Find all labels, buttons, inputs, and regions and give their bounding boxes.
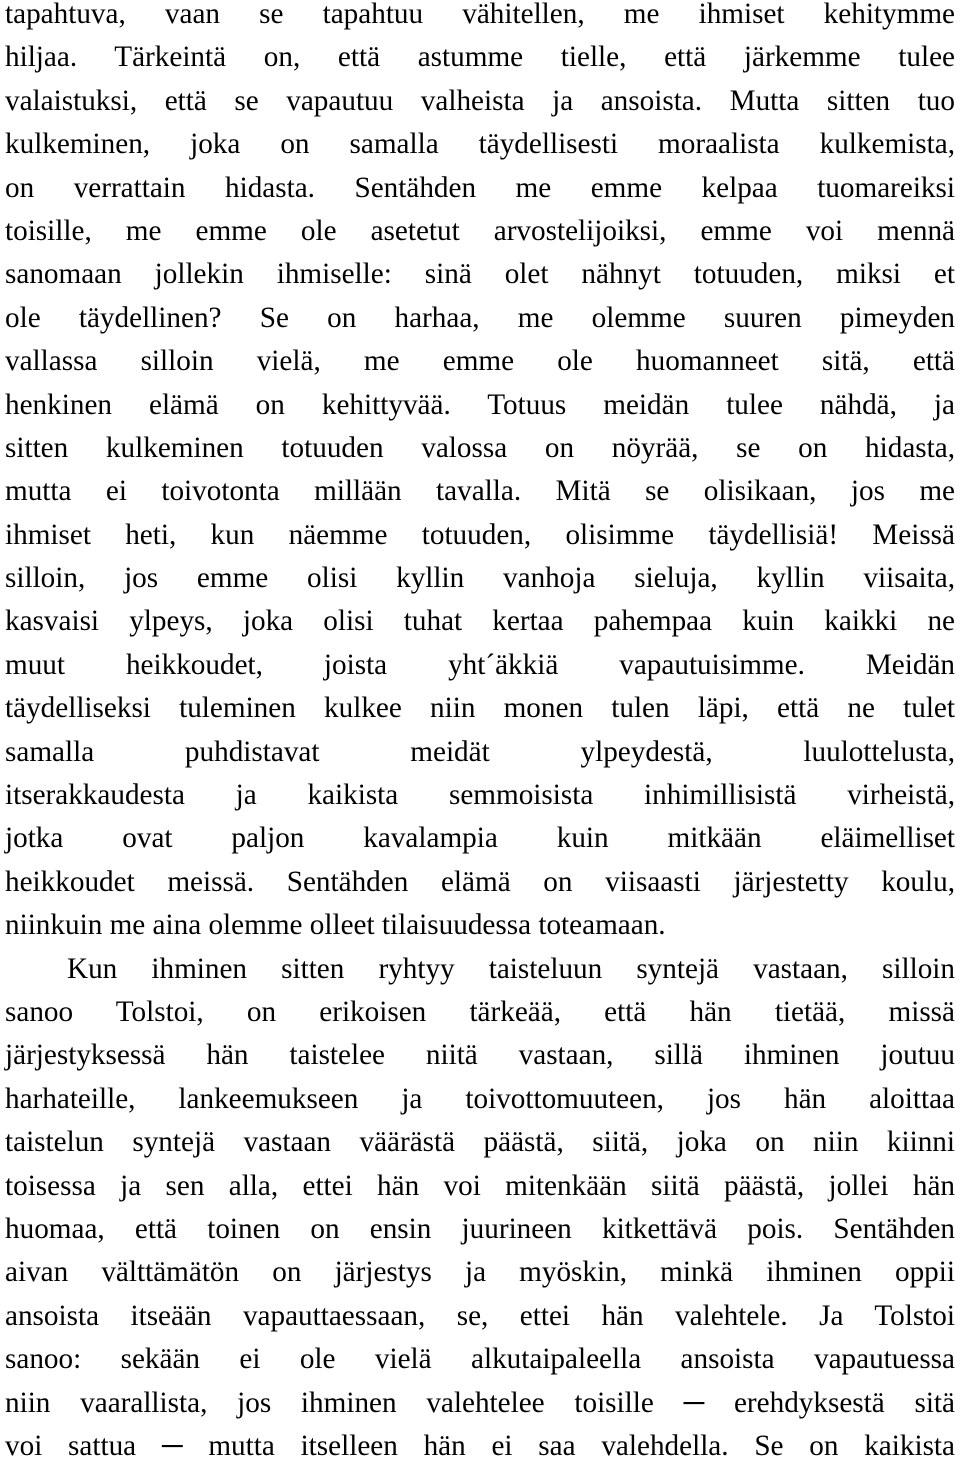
text-line: samalla puhdistavat meidät ylpeydestä, luulottelusta,: [5, 735, 955, 768]
text-line: kulkeminen, joka on samalla täydellisesti moraalista kulkemista,: [5, 128, 955, 161]
text-line: kasvaisi ylpeys, joka olisi tuhat kertaa pahempaa kuin kaikki ne: [5, 605, 955, 638]
text-line: Kun ihminen sitten ryhtyy taisteluun syntejä vastaan, silloin: [67, 952, 955, 985]
text-line: muut heikkoudet, joista yht´äkkiä vapautuisimme. Meidän: [5, 648, 955, 681]
paragraph-1: [5, 0, 955, 948]
text-line: järjestyksessä hän taistelee niitä vastaan, sillä ihminen joutuu: [5, 1039, 955, 1072]
text-line: niinkuin me aina olemme olleet tilaisuudessa toteamaan.: [5, 909, 666, 942]
text-line: toisessa ja sen alla, ettei hän voi mitenkään siitä päästä, jollei hän: [5, 1169, 955, 1202]
text-line: sanoo: sekään ei ole vielä alkutaipaleella ansoista vapautuessa: [5, 1343, 955, 1376]
text-line: valaistuksi, että se vapautuu valheista ja ansoista. Mutta sitten tuo: [5, 84, 955, 117]
text-line: sanomaan jollekin ihmiselle: sinä olet nähnyt totuuden, miksi et: [5, 258, 955, 291]
text-line: voi sattua ─ mutta itselleen hän ei saa valehdella. Se on kaikista: [5, 1429, 955, 1462]
text-line: toisille, me emme ole asetetut arvostelijoiksi, emme voi mennä: [5, 214, 955, 247]
text-line: sanoo Tolstoi, on erikoisen tärkeää, että hän tietää, missä: [5, 995, 955, 1028]
text-line: ole täydellinen? Se on harhaa, me olemme suuren pimeyden: [5, 301, 955, 334]
text-line: henkinen elämä on kehittyvää. Totuus meidän tulee nähdä, ja: [5, 388, 955, 421]
text-line: vallassa silloin vielä, me emme ole huomanneet sitä, että: [5, 345, 955, 378]
text-line: täydelliseksi tuleminen kulkee niin monen tulen läpi, että ne tulet: [5, 692, 955, 725]
text-line: ihmiset heti, kun näemme totuuden, olisimme täydellisiä! Meissä: [5, 518, 955, 551]
text-line: mutta ei toivotonta millään tavalla. Mitä se olisikaan, jos me: [5, 475, 955, 508]
text-line: on verrattain hidasta. Sentähden me emme kelpaa tuomareiksi: [5, 171, 955, 204]
text-line: hiljaa. Tärkeintä on, että astumme tielle, että järkemme tulee: [5, 41, 955, 74]
paragraph-2: [5, 948, 955, 1468]
text-line: tapahtuva, vaan se tapahtuu vähitellen, me ihmiset kehitymme: [5, 0, 955, 30]
text-line: sitten kulkeminen totuuden valossa on nöyrää, se on hidasta,: [5, 431, 955, 464]
text-line: itserakkaudesta ja kaikista semmoisista inhimillisistä virheistä,: [5, 779, 955, 812]
text-line: silloin, jos emme olisi kyllin vanhoja sieluja, kyllin viisaita,: [5, 562, 955, 595]
text-line: jotka ovat paljon kavalampia kuin mitkään eläimelliset: [5, 822, 955, 855]
text-line: heikkoudet meissä. Sentähden elämä on viisaasti järjestetty koulu,: [5, 865, 955, 898]
text-line: taistelun syntejä vastaan väärästä päästä, siitä, joka on niin kiinni: [5, 1126, 955, 1159]
document-page: [5, 0, 955, 1468]
text-line: huomaa, että toinen on ensin juurineen kitkettävä pois. Sentähden: [5, 1212, 955, 1245]
text-line: niin vaarallista, jos ihminen valehtelee toisille ─ erehdyksestä sitä: [5, 1386, 955, 1419]
text-line: aivan välttämätön on järjestys ja myöskin, minkä ihminen oppii: [5, 1256, 955, 1289]
text-line: ansoista itseään vapauttaessaan, se, ettei hän valehtele. Ja Tolstoi: [5, 1299, 955, 1332]
text-line: harhateille, lankeemukseen ja toivottomuuteen, jos hän aloittaa: [5, 1082, 955, 1115]
